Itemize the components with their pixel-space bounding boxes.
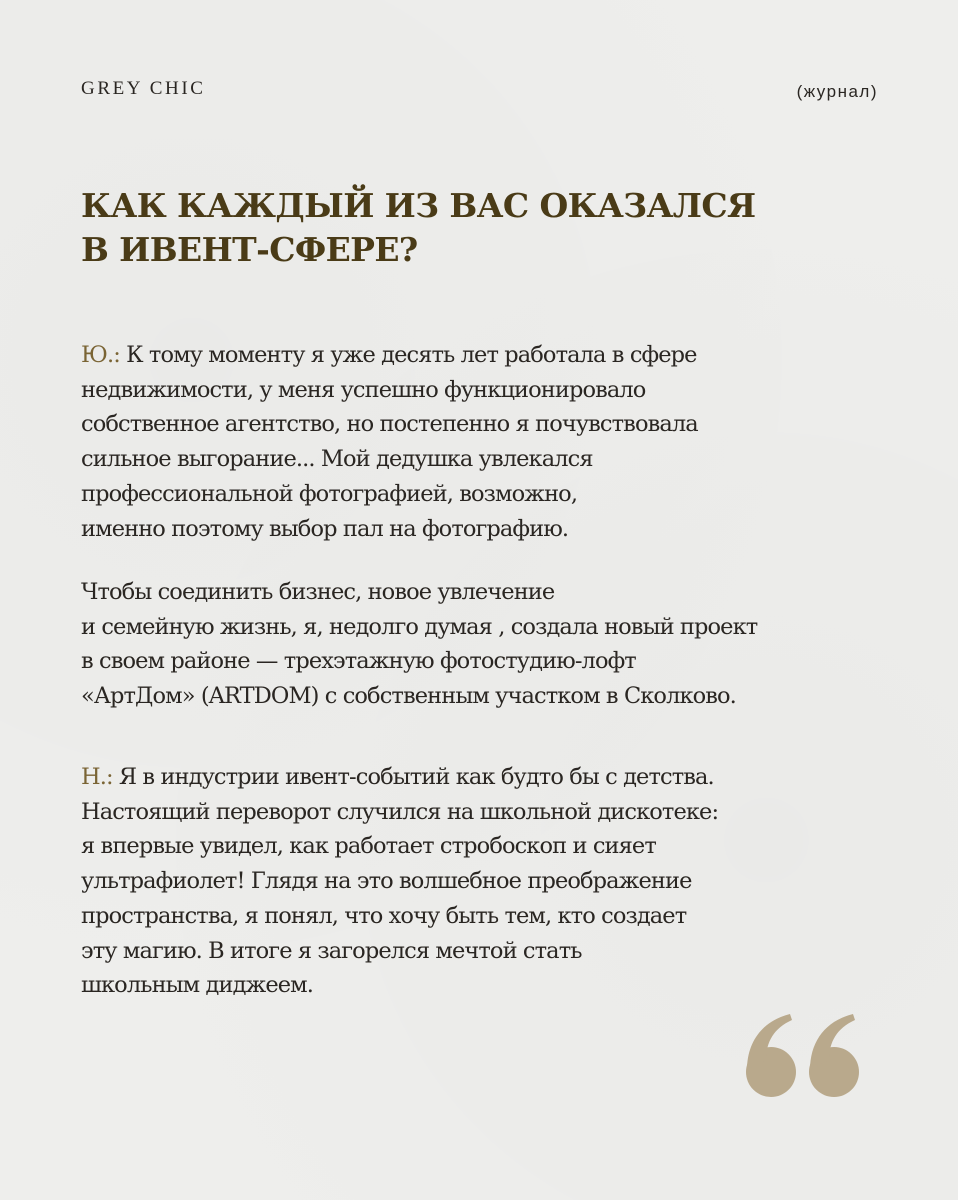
answer-paragraph-n (81, 760, 881, 1003)
paragraph-line: в своем районе — трехэтажную фотостудию-лофт (81, 648, 636, 675)
answer-paragraph-yu (81, 338, 881, 546)
paragraph-line: пространства, я понял, что хочу быть тем, кто создает (81, 902, 687, 929)
answer-paragraph-yu-continued (81, 575, 881, 714)
paragraph-line-text: Я в индустрии ивент-событий как будто бы с детства. (112, 764, 714, 790)
paragraph-line: сильное выгорание... Мой дедушка увлекался (81, 446, 593, 473)
paragraph-line: Чтобы соединить бизнес, новое увлечение (81, 579, 555, 605)
headline-line-1: КАК КАЖДЫЙ ИЗ ВАС ОКАЗАЛСЯ (81, 186, 756, 225)
paragraph-line: эту магию. В итоге я загорелся мечтой стать (81, 937, 582, 964)
quote-mark-icon (744, 1012, 864, 1100)
section-tag: (журнал) (796, 82, 878, 101)
speaker-label-n: Н.: (81, 764, 113, 790)
paragraph-line: «АртДом» (ARTDOM) с собственным участком в Сколково. (81, 683, 736, 710)
paragraph-line: собственное агентство, но постепенно я почувствовала (81, 411, 698, 438)
paragraph-line (81, 760, 881, 795)
headline (81, 184, 881, 272)
paragraph-line (81, 338, 881, 373)
paragraph-line: я впервые увидел, как работает стробоскоп и сияет (81, 833, 656, 860)
paragraph-line: именно поэтому выбор пал на фотографию. (81, 515, 569, 542)
headline-line-2: В ИВЕНТ-СФЕРЕ? (81, 230, 418, 269)
paragraph-line: профессиональной фотографией, возможно, (81, 480, 578, 507)
paragraph-line-text: К тому моменту я уже десять лет работала в сфере (119, 342, 697, 368)
speaker-label-yu: Ю.: (81, 342, 120, 368)
brand-logo: GREY CHIC (81, 78, 206, 99)
paragraph-line: ультрафиолет! Глядя на это волшебное преображение (81, 868, 692, 895)
paragraph-line: и семейную жизнь, я, недолго думая , создала новый проект (81, 613, 758, 640)
paragraph-line: школьным диджеем. (81, 972, 314, 999)
paragraph-line: Настоящий переворот случился на школьной дискотеке: (81, 798, 719, 825)
paragraph-line: недвижимости, у меня успешно функционировало (81, 376, 646, 403)
